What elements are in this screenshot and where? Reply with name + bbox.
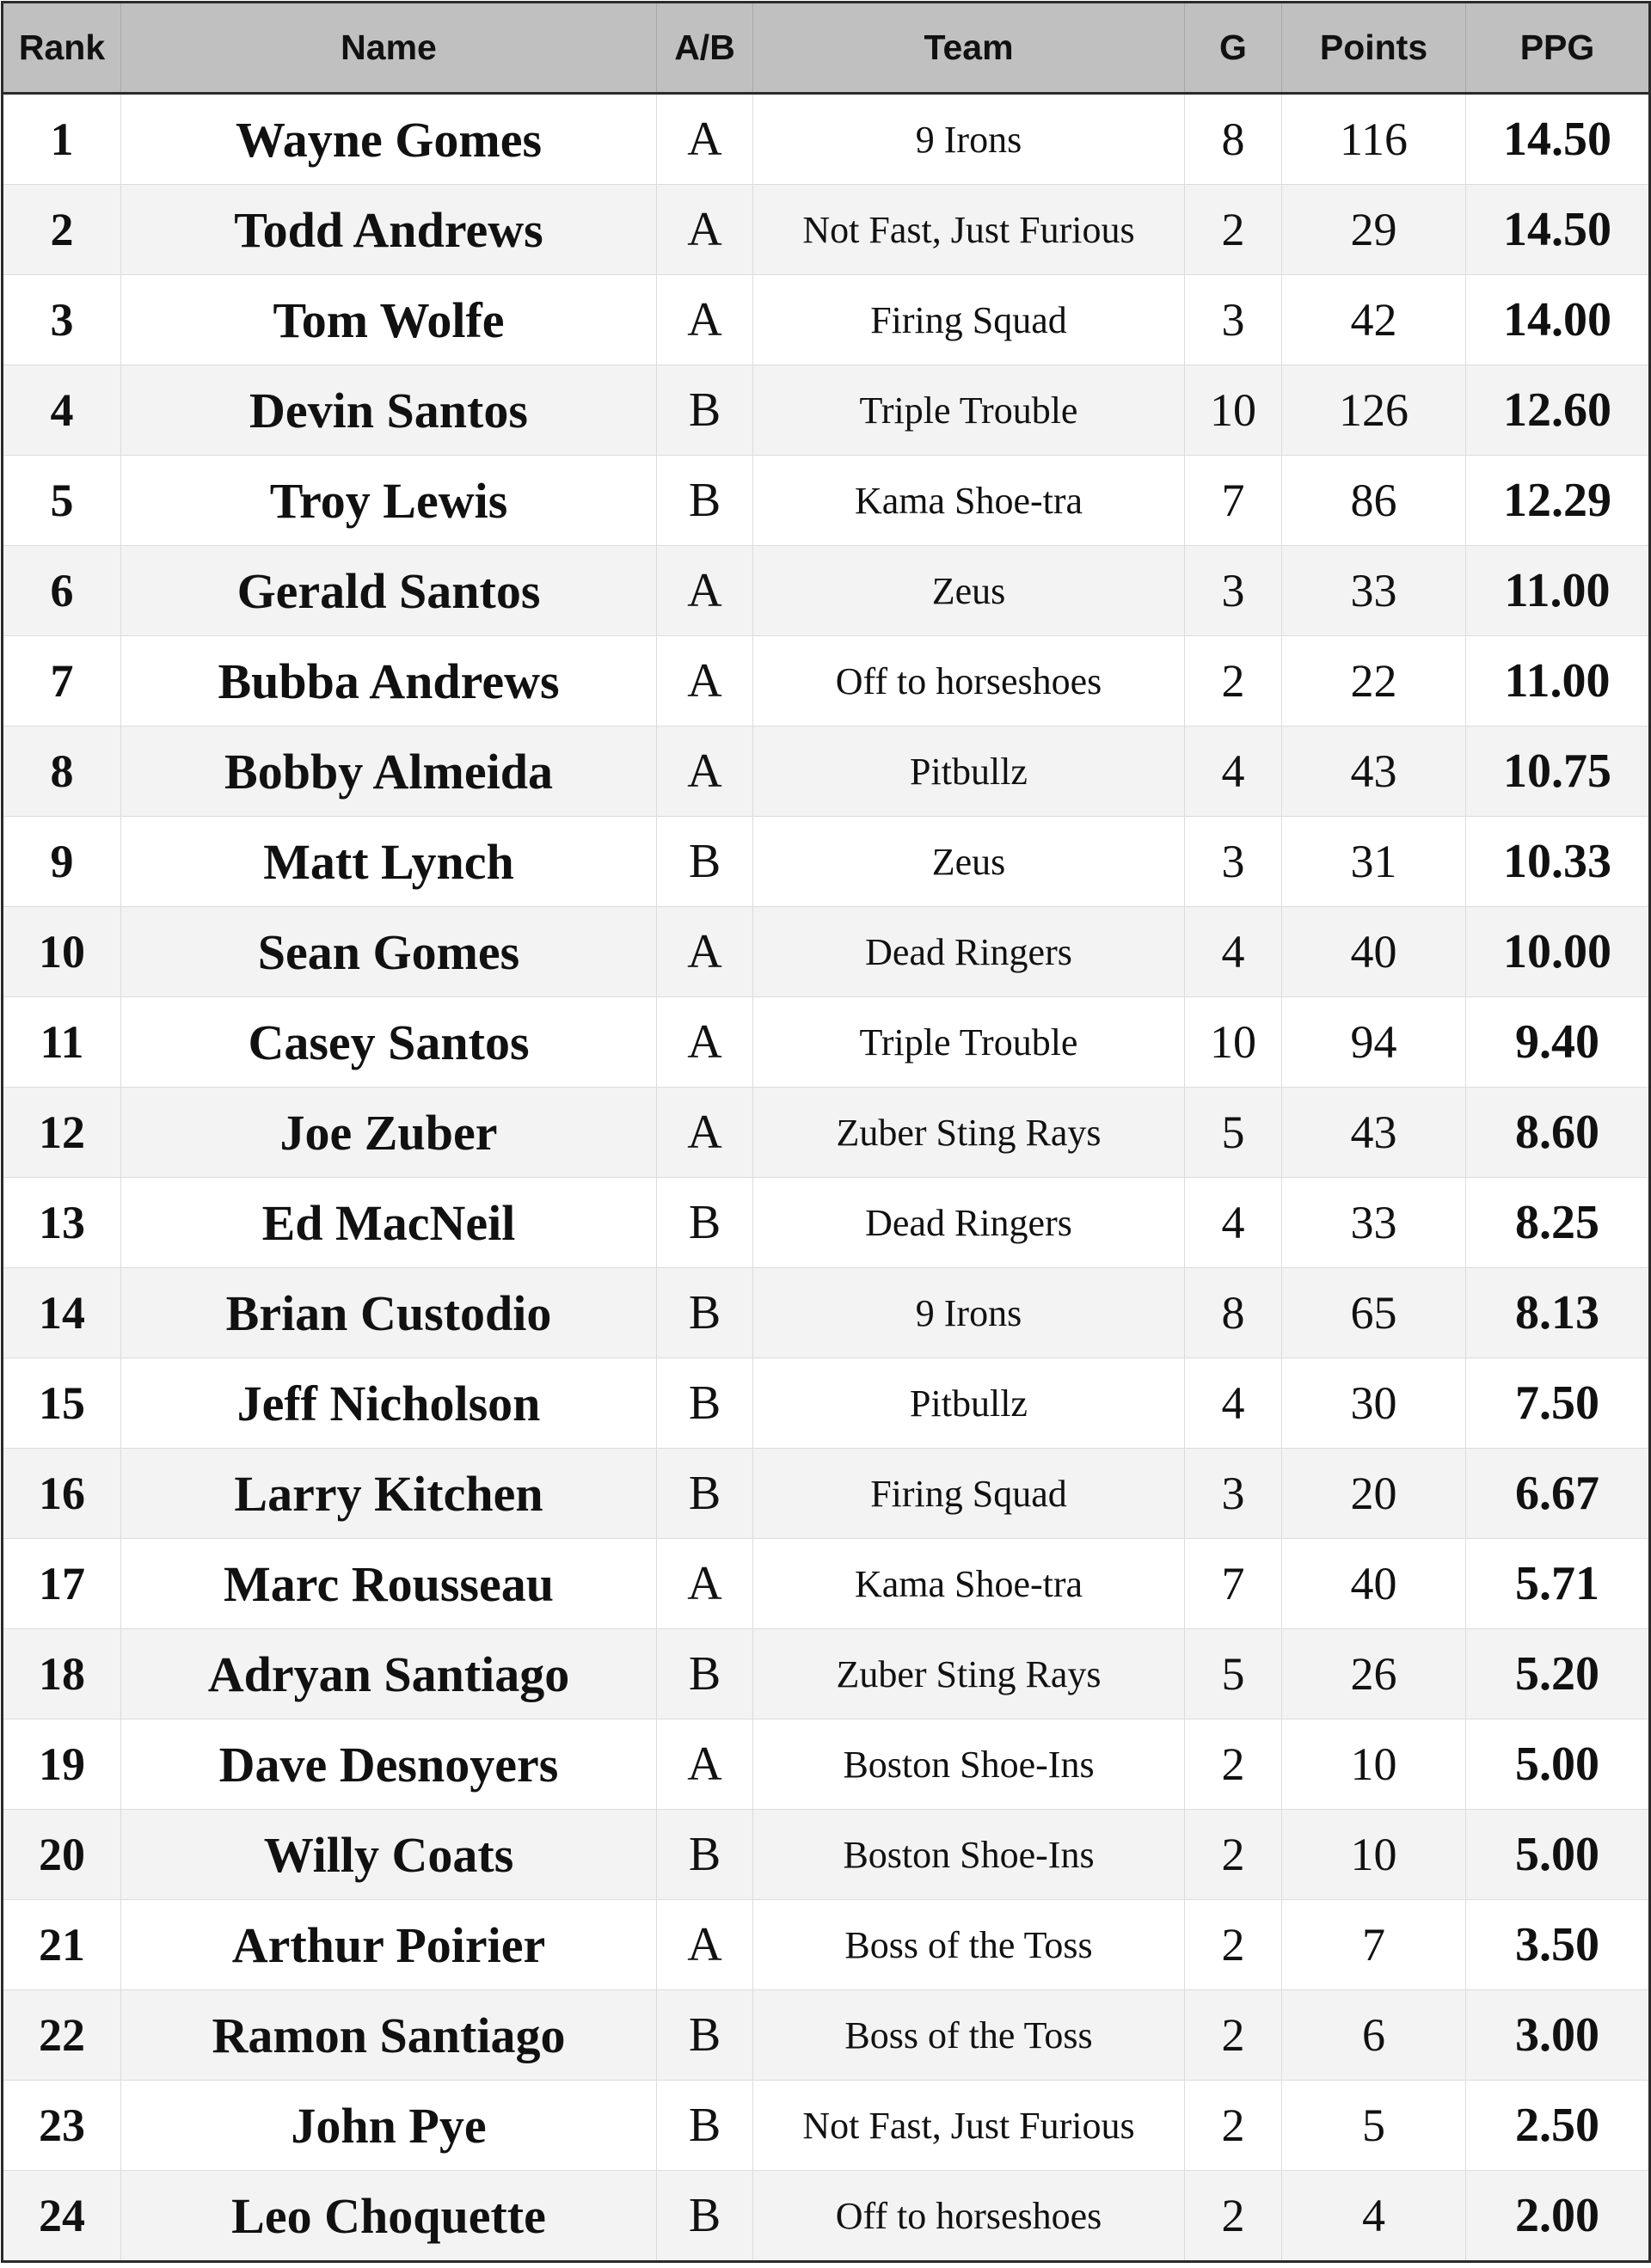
ab-cell: A (657, 546, 753, 636)
ab-cell: B (657, 1449, 753, 1539)
points-cell: 43 (1282, 1088, 1466, 1178)
team-cell: Boss of the Toss (753, 1990, 1185, 2081)
ab-cell: A (657, 997, 753, 1088)
table-row (3, 907, 1650, 997)
table-row (3, 1990, 1650, 2081)
points-cell: 40 (1282, 907, 1466, 997)
games-cell: 2 (1185, 2081, 1282, 2171)
table-row (3, 726, 1650, 817)
name-cell: Brian Custodio (121, 1268, 657, 1358)
rank-cell: 11 (3, 997, 121, 1088)
rank-cell: 5 (3, 456, 121, 546)
ppg-cell: 10.00 (1466, 907, 1650, 997)
ab-cell: A (657, 636, 753, 726)
table-row (3, 1629, 1650, 1719)
ppg-cell: 5.00 (1466, 1810, 1650, 1900)
table-row (3, 2081, 1650, 2171)
ab-cell: A (657, 907, 753, 997)
points-cell: 42 (1282, 275, 1466, 365)
ab-cell: A (657, 185, 753, 275)
table-row (3, 1539, 1650, 1629)
ab-cell: B (657, 2171, 753, 2262)
ppg-cell: 6.67 (1466, 1449, 1650, 1539)
table-row (3, 94, 1650, 185)
column-header-name: Name (121, 3, 657, 94)
games-cell: 8 (1185, 94, 1282, 185)
rank-cell: 21 (3, 1900, 121, 1990)
team-cell: Zeus (753, 817, 1185, 907)
ab-cell: A (657, 1088, 753, 1178)
table-row (3, 1810, 1650, 1900)
ppg-cell: 8.13 (1466, 1268, 1650, 1358)
rank-cell: 1 (3, 94, 121, 185)
team-cell: Pitbullz (753, 1358, 1185, 1449)
rank-cell: 3 (3, 275, 121, 365)
team-cell: Zuber Sting Rays (753, 1629, 1185, 1719)
points-cell: 65 (1282, 1268, 1466, 1358)
points-cell: 7 (1282, 1900, 1466, 1990)
points-cell: 86 (1282, 456, 1466, 546)
ppg-cell: 14.50 (1466, 94, 1650, 185)
ppg-cell: 3.50 (1466, 1900, 1650, 1990)
name-cell: Bobby Almeida (121, 726, 657, 817)
column-header-team: Team (753, 3, 1185, 94)
column-header-rank: Rank (3, 3, 121, 94)
games-cell: 10 (1185, 365, 1282, 456)
games-cell: 2 (1185, 185, 1282, 275)
team-cell: Boston Shoe-Ins (753, 1810, 1185, 1900)
table-row (3, 1449, 1650, 1539)
table-row (3, 546, 1650, 636)
ab-cell: A (657, 275, 753, 365)
points-cell: 4 (1282, 2171, 1466, 2262)
ppg-cell: 9.40 (1466, 997, 1650, 1088)
points-cell: 10 (1282, 1810, 1466, 1900)
ab-cell: B (657, 1178, 753, 1268)
points-cell: 10 (1282, 1719, 1466, 1810)
games-cell: 7 (1185, 456, 1282, 546)
rank-cell: 15 (3, 1358, 121, 1449)
games-cell: 4 (1185, 726, 1282, 817)
points-cell: 116 (1282, 94, 1466, 185)
ab-cell: B (657, 817, 753, 907)
team-cell: Boss of the Toss (753, 1900, 1185, 1990)
name-cell: Leo Choquette (121, 2171, 657, 2262)
points-cell: 126 (1282, 365, 1466, 456)
points-cell: 30 (1282, 1358, 1466, 1449)
ppg-cell: 10.33 (1466, 817, 1650, 907)
name-cell: Gerald Santos (121, 546, 657, 636)
table-row (3, 1900, 1650, 1990)
ppg-cell: 2.50 (1466, 2081, 1650, 2171)
points-cell: 33 (1282, 1178, 1466, 1268)
ppg-cell: 3.00 (1466, 1990, 1650, 2081)
games-cell: 4 (1185, 1178, 1282, 1268)
team-cell: Not Fast, Just Furious (753, 2081, 1185, 2171)
name-cell: Ramon Santiago (121, 1990, 657, 2081)
name-cell: Marc Rousseau (121, 1539, 657, 1629)
games-cell: 4 (1185, 1358, 1282, 1449)
ppg-cell: 12.29 (1466, 456, 1650, 546)
name-cell: Bubba Andrews (121, 636, 657, 726)
table-body (3, 94, 1650, 2262)
rank-cell: 8 (3, 726, 121, 817)
name-cell: John Pye (121, 2081, 657, 2171)
column-header-ppg: PPG (1466, 3, 1650, 94)
team-cell: Firing Squad (753, 275, 1185, 365)
name-cell: Todd Andrews (121, 185, 657, 275)
points-cell: 43 (1282, 726, 1466, 817)
games-cell: 2 (1185, 1990, 1282, 2081)
ab-cell: B (657, 1358, 753, 1449)
ppg-cell: 11.00 (1466, 636, 1650, 726)
games-cell: 2 (1185, 2171, 1282, 2262)
rank-cell: 18 (3, 1629, 121, 1719)
name-cell: Devin Santos (121, 365, 657, 456)
rank-cell: 6 (3, 546, 121, 636)
column-header-g: G (1185, 3, 1282, 94)
points-cell: 33 (1282, 546, 1466, 636)
team-cell: Kama Shoe-tra (753, 456, 1185, 546)
name-cell: Arthur Poirier (121, 1900, 657, 1990)
ppg-cell: 8.60 (1466, 1088, 1650, 1178)
rank-cell: 17 (3, 1539, 121, 1629)
rank-cell: 9 (3, 817, 121, 907)
points-cell: 6 (1282, 1990, 1466, 2081)
table-row (3, 817, 1650, 907)
table-row (3, 275, 1650, 365)
games-cell: 2 (1185, 1810, 1282, 1900)
points-cell: 31 (1282, 817, 1466, 907)
team-cell: Zuber Sting Rays (753, 1088, 1185, 1178)
name-cell: Matt Lynch (121, 817, 657, 907)
games-cell: 2 (1185, 1719, 1282, 1810)
team-cell: Dead Ringers (753, 907, 1185, 997)
name-cell: Adryan Santiago (121, 1629, 657, 1719)
team-cell: Not Fast, Just Furious (753, 185, 1185, 275)
games-cell: 10 (1185, 997, 1282, 1088)
table-row (3, 997, 1650, 1088)
ab-cell: B (657, 1990, 753, 2081)
name-cell: Tom Wolfe (121, 275, 657, 365)
name-cell: Sean Gomes (121, 907, 657, 997)
team-cell: Firing Squad (753, 1449, 1185, 1539)
rank-cell: 24 (3, 2171, 121, 2262)
ppg-cell: 7.50 (1466, 1358, 1650, 1449)
name-cell: Larry Kitchen (121, 1449, 657, 1539)
games-cell: 8 (1185, 1268, 1282, 1358)
column-header-ab: A/B (657, 3, 753, 94)
name-cell: Troy Lewis (121, 456, 657, 546)
name-cell: Casey Santos (121, 997, 657, 1088)
name-cell: Dave Desnoyers (121, 1719, 657, 1810)
ab-cell: B (657, 1629, 753, 1719)
rank-cell: 20 (3, 1810, 121, 1900)
table-row (3, 1719, 1650, 1810)
games-cell: 3 (1185, 546, 1282, 636)
team-cell: Off to horseshoes (753, 636, 1185, 726)
name-cell: Wayne Gomes (121, 94, 657, 185)
games-cell: 4 (1185, 907, 1282, 997)
ppg-cell: 5.20 (1466, 1629, 1650, 1719)
column-header-points: Points (1282, 3, 1466, 94)
team-cell: 9 Irons (753, 1268, 1185, 1358)
points-cell: 5 (1282, 2081, 1466, 2171)
table-row (3, 1268, 1650, 1358)
table-row (3, 2171, 1650, 2262)
games-cell: 5 (1185, 1629, 1282, 1719)
ppg-cell: 2.00 (1466, 2171, 1650, 2262)
points-cell: 20 (1282, 1449, 1466, 1539)
points-cell: 94 (1282, 997, 1466, 1088)
games-cell: 5 (1185, 1088, 1282, 1178)
table-row (3, 1088, 1650, 1178)
name-cell: Ed MacNeil (121, 1178, 657, 1268)
ppg-cell: 5.71 (1466, 1539, 1650, 1629)
points-cell: 26 (1282, 1629, 1466, 1719)
points-cell: 40 (1282, 1539, 1466, 1629)
games-cell: 2 (1185, 1900, 1282, 1990)
games-cell: 7 (1185, 1539, 1282, 1629)
ab-cell: A (657, 1719, 753, 1810)
name-cell: Willy Coats (121, 1810, 657, 1900)
points-cell: 22 (1282, 636, 1466, 726)
rank-cell: 22 (3, 1990, 121, 2081)
ab-cell: B (657, 2081, 753, 2171)
ab-cell: B (657, 1268, 753, 1358)
name-cell: Jeff Nicholson (121, 1358, 657, 1449)
name-cell: Joe Zuber (121, 1088, 657, 1178)
games-cell: 3 (1185, 1449, 1282, 1539)
ab-cell: B (657, 365, 753, 456)
table-row (3, 456, 1650, 546)
rank-cell: 12 (3, 1088, 121, 1178)
ab-cell: B (657, 456, 753, 546)
ppg-cell: 14.50 (1466, 185, 1650, 275)
games-cell: 2 (1185, 636, 1282, 726)
rank-cell: 7 (3, 636, 121, 726)
ab-cell: A (657, 94, 753, 185)
ab-cell: A (657, 1900, 753, 1990)
table-row (3, 1178, 1650, 1268)
ab-cell: B (657, 1810, 753, 1900)
team-cell: Boston Shoe-Ins (753, 1719, 1185, 1810)
ppg-cell: 5.00 (1466, 1719, 1650, 1810)
ppg-cell: 10.75 (1466, 726, 1650, 817)
rank-cell: 10 (3, 907, 121, 997)
team-cell: Kama Shoe-tra (753, 1539, 1185, 1629)
table-row (3, 185, 1650, 275)
games-cell: 3 (1185, 817, 1282, 907)
games-cell: 3 (1185, 275, 1282, 365)
table-row (3, 365, 1650, 456)
standings-table (1, 1, 1651, 2263)
team-cell: Triple Trouble (753, 997, 1185, 1088)
rank-cell: 23 (3, 2081, 121, 2171)
points-cell: 29 (1282, 185, 1466, 275)
table-row (3, 1358, 1650, 1449)
team-cell: Dead Ringers (753, 1178, 1185, 1268)
ab-cell: A (657, 1539, 753, 1629)
ppg-cell: 8.25 (1466, 1178, 1650, 1268)
rank-cell: 2 (3, 185, 121, 275)
team-cell: 9 Irons (753, 94, 1185, 185)
rank-cell: 16 (3, 1449, 121, 1539)
team-cell: Zeus (753, 546, 1185, 636)
team-cell: Off to horseshoes (753, 2171, 1185, 2262)
table-row (3, 636, 1650, 726)
ppg-cell: 12.60 (1466, 365, 1650, 456)
team-cell: Triple Trouble (753, 365, 1185, 456)
team-cell: Pitbullz (753, 726, 1185, 817)
table-header (3, 3, 1650, 94)
rank-cell: 4 (3, 365, 121, 456)
ppg-cell: 11.00 (1466, 546, 1650, 636)
ab-cell: A (657, 726, 753, 817)
rank-cell: 19 (3, 1719, 121, 1810)
rank-cell: 13 (3, 1178, 121, 1268)
ppg-cell: 14.00 (1466, 275, 1650, 365)
rank-cell: 14 (3, 1268, 121, 1358)
header-row (3, 3, 1650, 94)
